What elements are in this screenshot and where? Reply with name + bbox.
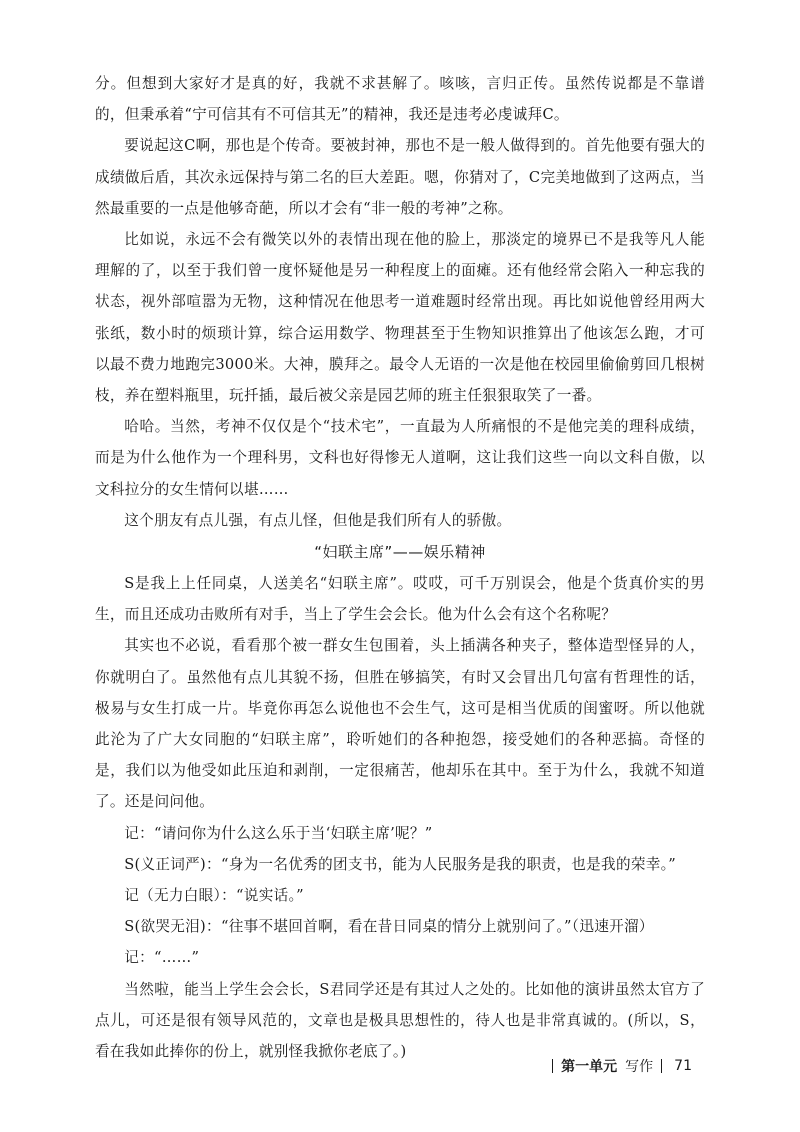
paragraph: 要说起这C啊，那也是个传奇。要被封神，那也不是一般人做得到的。首先他要有强大的成绩做后盾，其次永远保持与第二名的巨大差距。嗯，你猜对了，C完美地做到了这两点，当然最重要的一点是他够奇葩，所以才会有“非一般的考神”之称。 <box>95 137 705 217</box>
page-number: 71 <box>674 1058 692 1074</box>
paragraph: 比如说，永远不会有微笑以外的表情出现在他的脸上，那淡定的境界已不是我等凡人能理解的了，以至于我们曾一度怀疑他是另一种程度上的面瘫。还有他经常会陷入一种忘我的状态，视外部喧嚣为无物，这种情况在他思考一道难题时经常出现。再比如说他曾经用两大张纸，数小时的烦琐计算，综合运用数学、物理甚至于生物知识推算出了他该怎么跑，才可以最不费力地跑完3000米。大神，膜拜之。最令人无语的一次是他在校园里偷偷剪回几根树枝，养在塑料瓶里，玩扦插，最后被父亲是园艺师的班主任狠狠取笑了一番。 <box>95 231 705 405</box>
paragraph: S(义正词严)：“身为一名优秀的团支书，能为人民服务是我的职责，也是我的荣幸。” <box>124 855 676 873</box>
footer-divider <box>552 1059 553 1073</box>
paragraph: S(欲哭无泪)：“往事不堪回首啊，看在昔日同桌的情分上就别问了。”（迅速开溜） <box>124 918 654 936</box>
paragraph: 记：“……” <box>124 949 200 967</box>
paragraph: 记：“请问你为什么这么乐于当‘妇联主席’呢？” <box>124 824 433 842</box>
paragraph: 分。但想到大家好才是真的好，我就不求甚解了。咳咳，言归正传。虽然传说都是不靠谱的，但秉承着“宁可信其有不可信其无”的精神，我还是违考必虔诚拜C。 <box>95 75 705 124</box>
paragraph: 这个朋友有点儿强，有点儿怪，但他是我们所有人的骄傲。 <box>124 511 512 529</box>
paragraph: 其实也不必说，看看那个被一群女生包围着，头上插满各种夹子，整体造型怪异的人，你就明白了。虽然他有点儿其貌不扬，但胜在够搞笑，有时又会冒出几句富有哲理性的话，极易与女生打成一片。毕竟你再怎么说他也不会生气，这可是相当优质的闺蜜呀。所以他就此沦为了广大女同胞的“妇联主席”，聆听她们的各种抱怨，接受她们的各种恶搞。奇怪的是，我们以为他受如此压迫和剥削，一定很痛苦，他却乐在其中。至于为什么，我就不知道了。还是问问他。 <box>95 637 705 811</box>
paragraph: 当然啦，能当上学生会会长，S君同学还是有其过人之处的。比如他的演讲虽然太官方了点儿，可还是很有领导风范的，文章也是极具思想性的，待人也是非常真诚的。(所以，S，看在我如此捧你的份上，就别怪我掀你老底了。) <box>95 980 705 1061</box>
paragraphs-after-section <box>95 568 705 1067</box>
paragraph: 哈哈。当然，考神不仅仅是个“技术宅”，一直最为人所痛恨的不是他完美的理科成绩，而是为什么他作为一个理科男，文科也好得惨无人道啊，这让我们这些一向以文科自傲，以文科拉分的女生情何以堪…… <box>95 418 705 498</box>
paragraph: S是我上上任同桌，人送美名“妇联主席”。哎哎，可千万别误会，他是个货真价实的男生，而且还成功击败所有对手，当上了学生会会长。他为什么会有这个名称呢？ <box>95 575 705 624</box>
paragraphs-before-section <box>95 68 705 536</box>
footer-section: 写作 <box>625 1059 654 1075</box>
footer-unit: 第一单元 <box>561 1059 618 1075</box>
paragraph: 记（无力白眼）：“说实话。” <box>124 887 304 905</box>
section-title: “妇联主席”——娱乐精神 <box>314 543 486 562</box>
page-content <box>95 68 705 1067</box>
page-footer <box>552 1056 692 1076</box>
footer-divider <box>661 1059 662 1073</box>
